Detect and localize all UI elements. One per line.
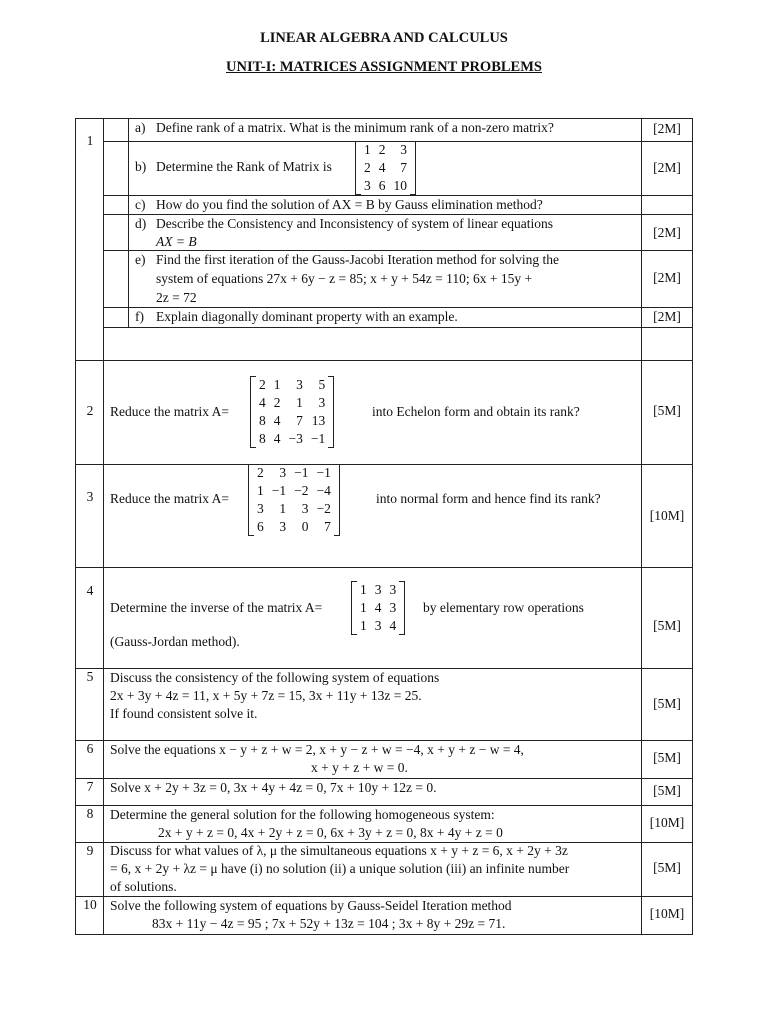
question-text: How do you find the solution of AX = B by Gauss elimination method? xyxy=(156,197,543,212)
matrix-row xyxy=(360,141,411,159)
question-number: 6 xyxy=(86,741,94,756)
question-number: 5 xyxy=(86,669,94,684)
document-title: LINEAR ALGEBRA AND CALCULUS xyxy=(260,30,508,46)
question-number: 8 xyxy=(86,806,94,821)
matrix-row xyxy=(253,464,335,482)
question-equation: 2x + y + z = 0, 4x + 2y + z = 0, 6x + 3y + z = 0, 8x + 4y + z = 0 xyxy=(158,825,503,840)
matrix-entry: −2 xyxy=(294,483,309,498)
matrix-entry: 3 xyxy=(364,178,371,193)
matrix-entry: 3 xyxy=(257,501,264,516)
question-equation: 83x + 11y − 4z = 95 ; 7x + 52y + 13z = 104 ; 3x + 8y + 29z = 71. xyxy=(152,916,506,931)
question-text: If found consistent solve it. xyxy=(110,706,258,721)
question-number: 4 xyxy=(86,583,94,598)
matrix-entry: 2 xyxy=(257,465,264,480)
marks: [2M] xyxy=(653,121,681,136)
matrix-entry: 6 xyxy=(257,519,264,534)
marks: [5M] xyxy=(653,618,681,633)
question-text: Define rank of a matrix. What is the minimum rank of a non-zero matrix? xyxy=(156,120,554,135)
matrix-row xyxy=(253,482,335,500)
matrix-row xyxy=(360,159,411,177)
matrix-entry: −3 xyxy=(288,431,303,446)
question-text: into normal form and hence find its rank? xyxy=(376,491,601,506)
matrix-entry: 7 xyxy=(296,413,303,428)
sub-label: d) xyxy=(135,216,147,231)
matrix-entry: 1 xyxy=(360,600,367,615)
sub-label: f) xyxy=(135,309,144,324)
question-text: Solve the following system of equations by Gauss-Seidel Iteration method xyxy=(110,898,512,913)
matrix-entry: 8 xyxy=(259,431,266,446)
matrix xyxy=(250,376,334,448)
matrix-row xyxy=(255,430,329,448)
matrix-entry: 0 xyxy=(301,519,309,534)
matrix-entry: 6 xyxy=(378,178,386,193)
matrix-row xyxy=(356,599,400,617)
matrix-entry: 4 xyxy=(389,618,397,633)
question-text: Determine the inverse of the matrix A= xyxy=(110,600,323,615)
marks: [10M] xyxy=(649,906,685,921)
question-text: of solutions. xyxy=(110,879,177,894)
matrix-entry: 3 xyxy=(301,501,309,516)
question-equation: 2x + 3y + 4z = 11, x + 5y + 7z = 15, 3x + 11y + 13z = 25. xyxy=(110,688,422,703)
matrix-row xyxy=(360,177,411,195)
marks: [2M] xyxy=(653,160,681,175)
matrix-entry: 3 xyxy=(400,142,407,157)
question-number: 1 xyxy=(86,133,94,148)
question-text: Determine the general solution for the following homogeneous system: xyxy=(110,807,495,822)
matrix-entry: −2 xyxy=(316,501,331,516)
matrix-entry: 2 xyxy=(364,160,371,175)
matrix-entry: 1 xyxy=(279,501,287,516)
matrix-row xyxy=(255,376,329,394)
sub-label: b) xyxy=(135,159,147,174)
matrix-entry: 3 xyxy=(279,465,287,480)
marks: [5M] xyxy=(653,750,681,765)
matrix-entry: 5 xyxy=(318,377,326,392)
matrix-entry: 4 xyxy=(374,600,382,615)
marks: [2M] xyxy=(653,225,681,240)
matrix-entry: 3 xyxy=(296,377,303,392)
marks: [2M] xyxy=(653,270,681,285)
matrix-row xyxy=(356,617,400,635)
marks: [10M] xyxy=(649,508,685,523)
matrix-row xyxy=(253,518,335,536)
question-text: Describe the Consistency and Inconsistency of system of linear equations xyxy=(156,216,554,231)
question-number: 2 xyxy=(86,403,94,418)
matrix-entry: 3 xyxy=(374,582,382,597)
matrix-entry: −1 xyxy=(316,465,331,480)
question-text: system of equations 27x + 6y − z = 85; x + y + 54z = 110; 6x + 15y + xyxy=(156,271,533,286)
question-text: Explain diagonally dominant property with an example. xyxy=(156,309,458,324)
matrix-row xyxy=(253,500,335,518)
matrix xyxy=(355,141,416,195)
matrix-entry: −4 xyxy=(316,483,331,498)
matrix-entry: 3 xyxy=(389,582,397,597)
question-number: 7 xyxy=(86,779,94,794)
matrix-entry: 2 xyxy=(378,142,386,157)
question-text: into Echelon form and obtain its rank? xyxy=(372,404,580,419)
question-equation: Solve x + 2y + 3z = 0, 3x + 4y + 4z = 0, 7x + 10y + 12z = 0. xyxy=(110,780,437,795)
matrix-entry: 3 xyxy=(374,618,382,633)
question-number: 3 xyxy=(86,489,94,504)
matrix-entry: 7 xyxy=(324,519,331,534)
matrix-entry: 1 xyxy=(360,582,367,597)
matrix-entry: 2 xyxy=(259,377,266,392)
sub-label: a) xyxy=(135,120,146,135)
matrix-entry: 4 xyxy=(259,395,266,410)
matrix-entry: 1 xyxy=(360,618,367,633)
question-equation: AX = B xyxy=(156,234,197,249)
matrix-entry: 1 xyxy=(364,142,371,157)
question-text: by elementary row operations xyxy=(423,600,584,615)
matrix-entry: 1 xyxy=(273,377,281,392)
question-text: Reduce the matrix A= xyxy=(110,491,229,506)
matrix-entry: 2 xyxy=(273,395,281,410)
matrix xyxy=(248,464,340,536)
matrix-entry: −1 xyxy=(294,465,309,480)
matrix-entry: 1 xyxy=(296,395,303,410)
question-number: 10 xyxy=(83,897,97,912)
question-text: Reduce the matrix A= xyxy=(110,404,229,419)
matrix-entry: 10 xyxy=(393,178,407,193)
matrix-row xyxy=(356,581,400,599)
matrix-entry: 4 xyxy=(378,160,386,175)
sub-label: e) xyxy=(135,252,146,267)
matrix-entry: 4 xyxy=(273,431,281,446)
matrix-entry: 3 xyxy=(389,600,397,615)
marks: [5M] xyxy=(653,860,681,875)
matrix-entry: −1 xyxy=(310,431,326,446)
matrix-entry: 4 xyxy=(273,413,281,428)
matrix-entry: 1 xyxy=(257,483,264,498)
marks: [10M] xyxy=(649,815,685,830)
question-text: = 6, x + 2y + λz = μ have (i) no solution (ii) a unique solution (iii) an infinite number xyxy=(110,861,570,876)
question-equation: Solve the equations x − y + z + w = 2, x + y − z + w = −4, x + y + z − w = 4, xyxy=(110,742,524,757)
matrix-entry: 3 xyxy=(318,395,326,410)
matrix-entry: 7 xyxy=(400,160,407,175)
question-text: Discuss for what values of λ, μ the simultaneous equations x + y + z = 6, x + 2y + 3z xyxy=(110,843,568,858)
question-text: 2z = 72 xyxy=(156,290,197,305)
sub-label: c) xyxy=(135,197,146,212)
marks: [5M] xyxy=(653,783,681,798)
matrix-row xyxy=(255,394,329,412)
marks: [5M] xyxy=(653,403,681,418)
matrix-entry: 8 xyxy=(259,413,266,428)
question-text: (Gauss-Jordan method). xyxy=(110,634,240,649)
marks: [2M] xyxy=(653,309,681,324)
question-text: Discuss the consistency of the following system of equations xyxy=(110,670,440,685)
question-equation: x + y + z + w = 0. xyxy=(311,760,408,775)
matrix-entry: −1 xyxy=(271,483,287,498)
marks: [5M] xyxy=(653,696,681,711)
matrix-row xyxy=(255,412,329,430)
question-text: Determine the Rank of Matrix is xyxy=(156,159,332,174)
matrix-entry: 3 xyxy=(279,519,287,534)
question-number: 9 xyxy=(86,843,94,858)
matrix xyxy=(351,581,405,635)
document-subtitle: UNIT-I: MATRICES ASSIGNMENT PROBLEMS xyxy=(226,59,542,75)
question-text: Find the first iteration of the Gauss-Jacobi Iteration method for solving the xyxy=(156,252,560,267)
matrix-entry: 13 xyxy=(311,413,326,428)
